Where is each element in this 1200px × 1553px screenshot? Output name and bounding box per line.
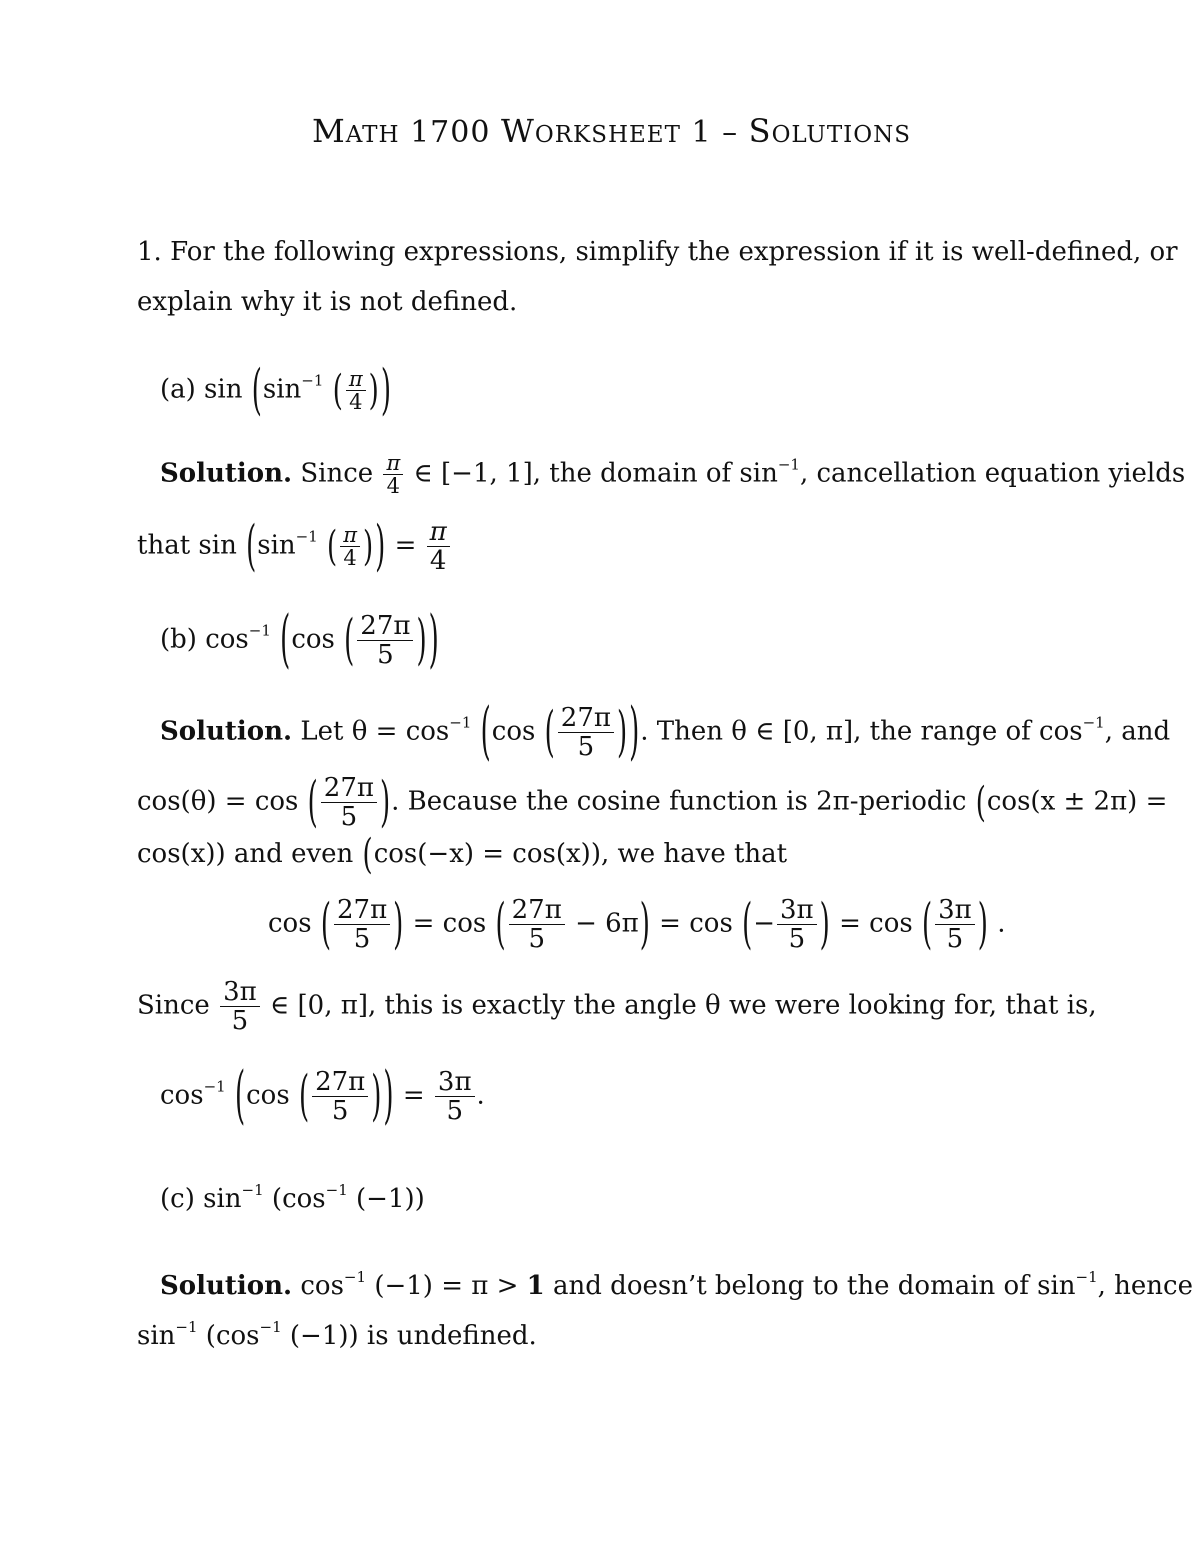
solution-label: Solution. (160, 1271, 293, 1301)
part-b-solution-line-2: cos(θ) = cos ( $\frac{27\pi}{5}$ ). Because the cosine function is 2π-periodic (cos(x ± 2π) = (137, 771, 1168, 834)
part-b-since-line: Since $\frac{3\pi}{5}$ ∈ [0, π], this is exactly the angle θ we were looking for, that is, (137, 977, 1097, 1036)
part-a-expression: (a) $\sin (\sin^{-1}$ ( $\frac{\pi}{4}$ )) (160, 359, 391, 422)
part-b-solution-line-3: cos(x)) and even (cos(−x) = cos(x)), we have that (137, 831, 788, 879)
part-a-solution-line-1: Solution. Since $\frac{\pi}{4}$ ∈ [−1, 1], the domain of $\sin^{-1}$, cancellation equation yields (160, 451, 1186, 498)
part-c-solution-line-2: $\sin^{-1} (\cos^{-1}$ (−1)) is undefined. (137, 1318, 537, 1351)
page-title: MATH 1700 WORKSHEET 1 – SOLUTIONS (312, 112, 911, 150)
problem-number: 1. (137, 237, 162, 267)
solution-label: Solution. (160, 716, 293, 747)
part-b-expression: (b) $\cos^{-1} (\cos$ ( $\frac{27\pi}{5}$ )) (160, 604, 439, 677)
solution-label: Solution. (160, 458, 293, 489)
part-b-equation-chain: cos ( $\frac{27\pi}{5}$ ) = cos ( $\frac{27\pi}{5}$ − 6π) = cos (− $\frac{3\pi}{5}$ ) = cos ( $\frac{3\pi}{5}$ ) . (268, 893, 1006, 956)
part-a-solution-line-2: that $\sin (\sin^{-1}$ ( $\frac{\pi}{4}$ )) = $\frac{\pi}{4}$ (137, 518, 452, 575)
part-b-solution-line-1: Solution. Let $\theta = \cos^{-1} (\cos$ ( $\frac{27\pi}{5}$ )). Then θ ∈ [0, π], the range of $\cos^{-1}$, and (160, 696, 1171, 769)
part-c-expression: (c) $\sin^{-1} (\cos^{-1}$ (−1)) (160, 1181, 425, 1214)
problem-statement-line-1: 1. For the following expressions, simplify the expression if it is well-defined, or (137, 237, 1178, 267)
problem-statement-line-2: explain why it is not defined. (137, 287, 518, 317)
part-b-result: $\cos^{-1} (\cos$ ( $\frac{27\pi}{5}$ )) = $\frac{3\pi}{5}$ . (160, 1060, 485, 1133)
part-c-solution-line-1: Solution. $\cos^{-1} (-1) = \pi > 1$ and doesn’t belong to the domain of $\sin^{-1}$, hence (160, 1268, 1193, 1301)
